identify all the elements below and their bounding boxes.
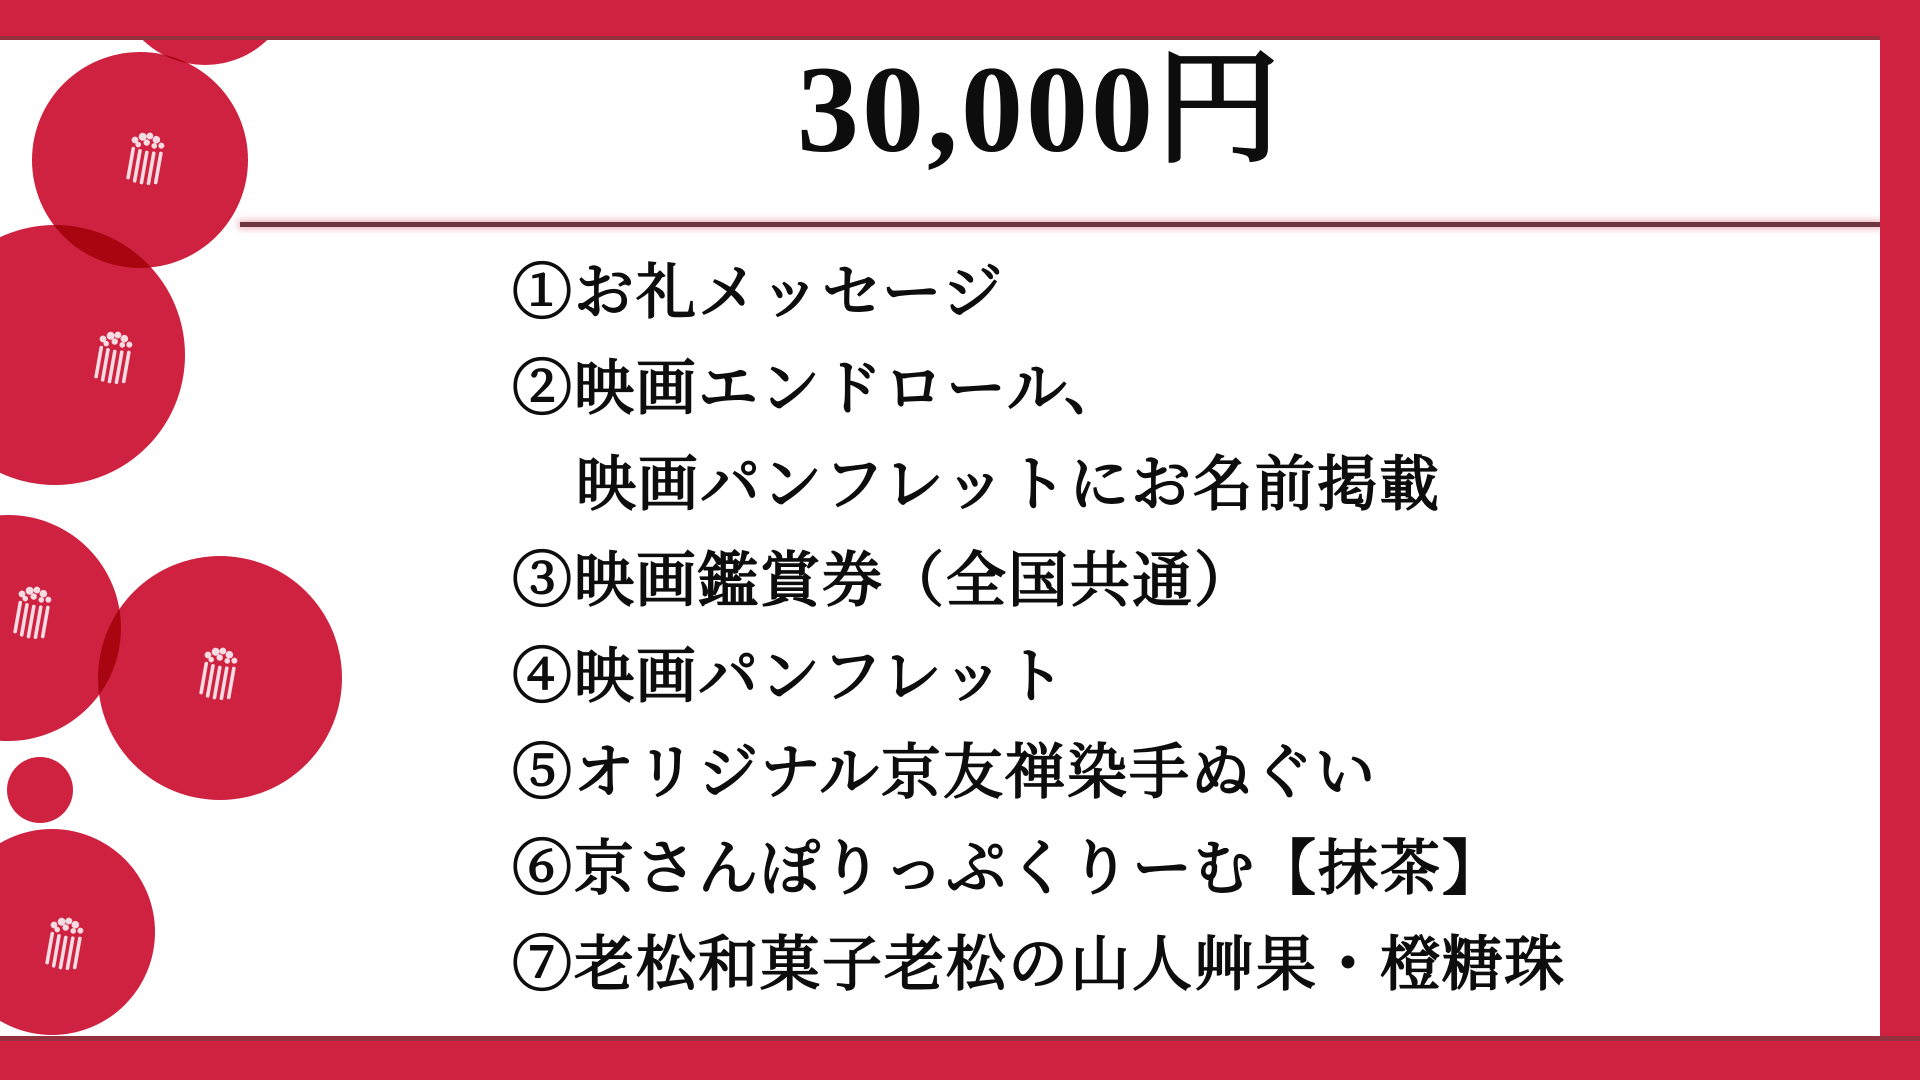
- reward-item-6: ⑥京さんぽりっぷくりーむ【抹茶】: [512, 836, 1504, 902]
- reward-item-2: ②映画エンドロール、: [512, 356, 1126, 422]
- frame-border-right: [1880, 0, 1920, 1080]
- reward-item-7: ⑦老松和菓子老松の山人艸果・橙糖珠: [512, 932, 1566, 998]
- decor-circle: [7, 757, 73, 823]
- reward-item-1: ①お礼メッセージ: [512, 260, 1005, 326]
- reward-item-5: ⑤オリジナル京友禅染手ぬぐい: [512, 740, 1377, 806]
- frame-border-bottom: [0, 1036, 1920, 1080]
- price-title: 30,000円: [796, 41, 1283, 178]
- reward-item-2-continued: 映画パンフレットにお名前掲載: [576, 452, 1441, 518]
- frame-border-top: [0, 0, 1920, 40]
- reward-item-3: ③映画鑑賞券（全国共通）: [512, 548, 1256, 614]
- reward-item-4: ④映画パンフレット: [512, 644, 1067, 710]
